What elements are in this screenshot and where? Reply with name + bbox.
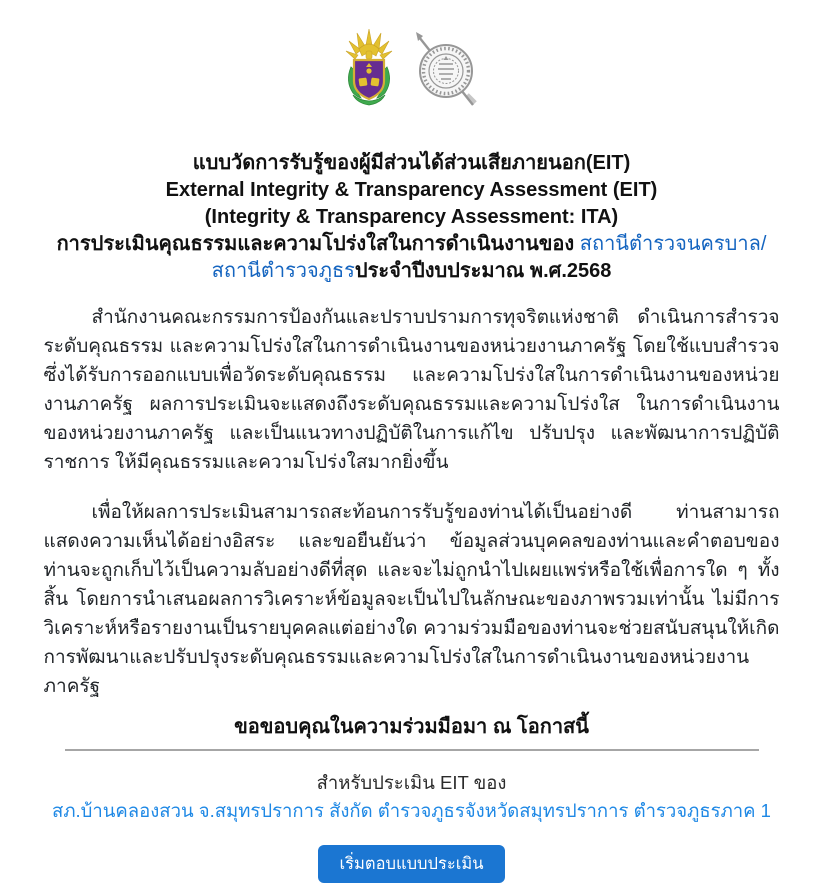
start-assessment-button[interactable]: เริ่มตอบแบบประเมิน (318, 845, 504, 883)
title-assessment-prefix: การประเมินคุณธรรมและความโปร่งใสในการดำเนินงานของ (56, 233, 580, 255)
nacc-crest-icon (343, 29, 395, 107)
intro-paragraph-1: สำนักงานคณะกรรมการป้องกันและปราบปรามการทุจริตแห่งชาติ ดำเนินการสำรวจระดับคุณธรรม และความโปร่งใสในการดำเนินงานของหน่วยงานภาครัฐ โดยใช้แบบสำรวจซึ่งได้รับการออกแบบเพื่อวัดระดับคุณธรรม และความโปร่งใสในการดำเนินงานของหน่วยงานภาครัฐ ผลการประเมินจะแสดงถึงระดับคุณธรรมและความโปร่งใส ในการดำเนินงานของหน่วยงานภาครัฐ และเป็นแนวทางปฏิบัติในการแก้ไข ปรับปรุง และพัฒนาการปฏิบัติราชการ ให้มีคุณธรรมและความโปร่งใสมากยิ่งขึ้น (43, 307, 780, 473)
logo-row (44, 0, 780, 106)
section-divider (65, 749, 759, 751)
police-emblem-icon (409, 29, 481, 111)
evaluation-for-label: สำหรับประเมิน EIT ของ (316, 772, 507, 793)
title-thai: แบบวัดการรับรู้ของผู้มีส่วนได้ส่วนเสียภายนอก(EIT) (192, 152, 631, 174)
survey-landing-page (44, 0, 780, 883)
thank-you-line: ขอขอบคุณในความร่วมมือมา ณ โอกาสนี้ (234, 716, 589, 738)
title-station-type-highlight: สถานีตำรวจนครบาล/สถานีตำรวจภูธร (211, 233, 767, 282)
title-ita: (Integrity & Transparency Assessment: ITA) (204, 206, 619, 228)
title-english: External Integrity & Transparency Assessment (EIT) (165, 179, 658, 201)
start-button-row (44, 845, 780, 883)
title-fiscal-year: ประจำปีงบประมาณ พ.ศ.2568 (354, 260, 612, 282)
intro-paragraph-2: เพื่อให้ผลการประเมินสามารถสะท้อนการรับรู้ของท่านได้เป็นอย่างดี ท่านสามารถแสดงความเห็นได้อย่างอิสระ และขอยืนยันว่า ข้อมูลส่วนบุคคลของท่านและคำตอบของท่านจะถูกเก็บไว้เป็นความลับอย่างดีที่สุด และจะไม่ถูกนำไปเผยแพร่หรือใช้เพื่อการใด ๆ ทั้งสิ้น โดยการนำเสนอผลการวิเคราะห์ข้อมูลจะเป็นไปในลักษณะของภาพรวมเท่านั้น ไม่มีการวิเคราะห์หรือรายงานเป็นรายบุคคลแต่อย่างใด ความร่วมมือของท่านจะช่วยสนับสนุนให้เกิดการพัฒนาและปรับปรุงระดับคุณธรรมและความโปร่งใสในการดำเนินงานของหน่วยงานภาครัฐ (43, 502, 780, 697)
title-assessment-line (44, 231, 780, 285)
police-station-name: สภ.บ้านคลองสวน จ.สมุทรปราการ สังกัด ตำรวจภูธรจังหวัดสมุทรปราการ ตำรวจภูธรภาค 1 (52, 800, 771, 821)
page-title (44, 150, 780, 285)
